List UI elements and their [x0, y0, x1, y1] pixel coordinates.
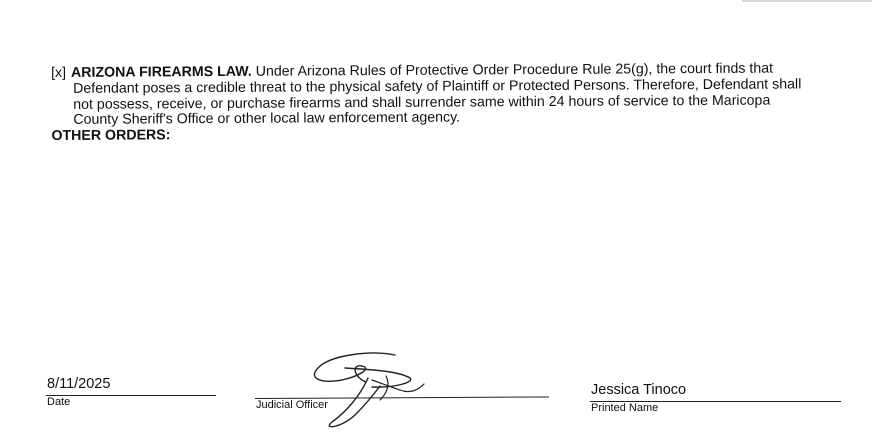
top-border-rule	[742, 0, 872, 2]
judge-signature	[300, 350, 450, 432]
order-text-line-1: Under Arizona Rules of Protective Order Procedure Rule 25(g), the court finds that	[255, 60, 774, 80]
order-heading: ARIZONA FIREARMS LAW.	[70, 63, 252, 81]
firearms-order-section	[51, 61, 841, 145]
other-orders-heading: OTHER ORDERS:	[51, 127, 171, 145]
printed-name-label: Printed Name	[591, 402, 659, 414]
order-text-line-2: Defendant poses a credible threat to the physical safety of Plaintiff or Protected Persons. Therefore, Defendant shall	[73, 76, 802, 97]
judicial-officer-label: Judicial Officer	[256, 399, 328, 411]
order-text-line-3: not possess, receive, or purchase firearms and shall surrender same within 24 hours of service to the Maricopa	[73, 92, 771, 113]
date-line	[46, 395, 216, 396]
order-text-line-4: County Sheriff's Office or other local law enforcement agency.	[73, 109, 461, 129]
printed-name-value: Jessica Tinoco	[591, 382, 687, 398]
order-checkbox: [x]	[50, 64, 67, 81]
date-value: 8/11/2025	[47, 376, 111, 392]
date-label: Date	[47, 396, 71, 408]
